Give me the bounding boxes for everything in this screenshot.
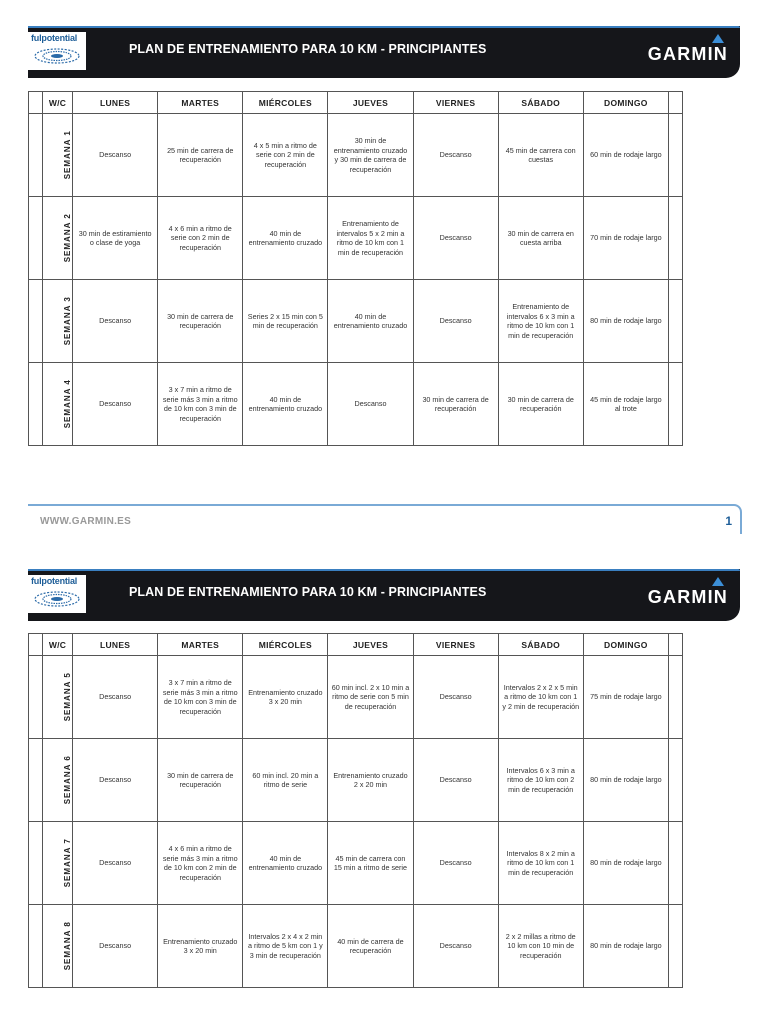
- workout-cell: Intervalos 8 x 2 min a ritmo de 10 km con 1 min de recuperación: [498, 822, 583, 905]
- column-header: MARTES: [158, 92, 243, 114]
- column-header: DOMINGO: [583, 634, 668, 656]
- workout-cell: 40 min de entrenamiento cruzado: [328, 280, 413, 363]
- column-header: JUEVES: [328, 92, 413, 114]
- week-label: SEMANA 2: [62, 213, 72, 263]
- workout-cell: Series 2 x 15 min con 5 min de recuperación: [243, 280, 328, 363]
- workout-cell: 60 min incl. 20 min a ritmo de serie: [243, 739, 328, 822]
- workout-cell: Entrenamiento cruzado 3 x 20 min: [158, 905, 243, 988]
- column-header: LUNES: [73, 634, 158, 656]
- week-label-cell: [43, 363, 73, 446]
- column-header: VIERNES: [413, 634, 498, 656]
- workout-cell: Entrenamiento cruzado 2 x 20 min: [328, 739, 413, 822]
- week-label: SEMANA 8: [62, 921, 72, 971]
- week-label-cell: [43, 280, 73, 363]
- workout-cell: 30 min de carrera de recuperación: [158, 739, 243, 822]
- workout-cell: Descanso: [73, 822, 158, 905]
- garmin-logo: GARMIN: [647, 587, 728, 607]
- week-label: SEMANA 4: [62, 379, 72, 429]
- logo-text: fulpotential: [31, 576, 78, 586]
- workout-cell: 80 min de rodaje largo: [583, 905, 668, 988]
- workout-cell: 4 x 6 min a ritmo de serie más 3 min a ritmo de 10 km con 2 min de recuperación: [158, 822, 243, 905]
- workout-cell: Descanso: [413, 822, 498, 905]
- week-label-cell: [43, 905, 73, 988]
- workout-cell: Descanso: [73, 905, 158, 988]
- workout-cell: 40 min de entrenamiento cruzado: [243, 822, 328, 905]
- column-header: MARTES: [158, 634, 243, 656]
- workout-cell: 3 x 7 min a ritmo de serie más 3 min a ritmo de 10 km con 3 min de recuperación: [158, 656, 243, 739]
- header-row: [29, 634, 683, 656]
- workout-cell: 40 min de carrera de recuperación: [328, 905, 413, 988]
- column-header: DOMINGO: [583, 92, 668, 114]
- spacer-cell: [668, 822, 682, 905]
- page-number: 1: [725, 514, 732, 528]
- column-header: SÁBADO: [498, 92, 583, 114]
- workout-cell: Descanso: [73, 656, 158, 739]
- spacer-cell: [668, 905, 682, 988]
- workout-cell: Descanso: [328, 363, 413, 446]
- workout-cell: Entrenamiento cruzado 3 x 20 min: [243, 656, 328, 739]
- workout-cell: 30 min de carrera de recuperación: [498, 363, 583, 446]
- workout-cell: Intervalos 2 x 4 x 2 min a ritmo de 5 km con 1 y 3 min de recuperación: [243, 905, 328, 988]
- workout-cell: Descanso: [413, 114, 498, 197]
- workout-cell: Descanso: [413, 656, 498, 739]
- workout-cell: 30 min de entrenamiento cruzado y 30 min de carrera de recuperación: [328, 114, 413, 197]
- workout-cell: 70 min de rodaje largo: [583, 197, 668, 280]
- swirl-icon: [32, 46, 82, 66]
- training-table-page-2: [28, 633, 683, 988]
- training-table-page-1: [28, 91, 683, 446]
- week-label-cell: [43, 656, 73, 739]
- page-footer: [28, 504, 742, 534]
- workout-cell: 4 x 5 min a ritmo de serie con 2 min de recuperación: [243, 114, 328, 197]
- spacer-cell: [668, 92, 682, 114]
- column-header: VIERNES: [413, 92, 498, 114]
- workout-cell: Descanso: [73, 739, 158, 822]
- week-label-cell: [43, 822, 73, 905]
- spacer-cell: [29, 363, 43, 446]
- column-header: SÁBADO: [498, 634, 583, 656]
- footer-url[interactable]: WWW.GARMIN.ES: [40, 516, 132, 527]
- spacer-cell: [29, 656, 43, 739]
- spacer-cell: [668, 634, 682, 656]
- week-label: SEMANA 6: [62, 755, 72, 805]
- column-header: W/C: [43, 634, 73, 656]
- spacer-cell: [29, 197, 43, 280]
- workout-cell: 2 x 2 millas a ritmo de 10 km con 10 min de recuperación: [498, 905, 583, 988]
- spacer-cell: [668, 280, 682, 363]
- workout-cell: 30 min de carrera de recuperación: [413, 363, 498, 446]
- workout-cell: 45 min de carrera con cuestas: [498, 114, 583, 197]
- workout-cell: 80 min de rodaje largo: [583, 822, 668, 905]
- spacer-cell: [29, 92, 43, 114]
- workout-cell: 30 min de estiramiento o clase de yoga: [73, 197, 158, 280]
- workout-cell: Intervalos 6 x 3 min a ritmo de 10 km con 2 min de recuperación: [498, 739, 583, 822]
- workout-cell: Descanso: [413, 197, 498, 280]
- workout-cell: 40 min de entrenamiento cruzado: [243, 197, 328, 280]
- workout-cell: Descanso: [413, 739, 498, 822]
- header-row: [29, 92, 683, 114]
- week-row: [29, 822, 683, 905]
- garmin-triangle-icon: [712, 577, 724, 586]
- week-row: [29, 197, 683, 280]
- workout-cell: 30 min de carrera en cuesta arriba: [498, 197, 583, 280]
- spacer-cell: [29, 739, 43, 822]
- workout-cell: 3 x 7 min a ritmo de serie más 3 min a ritmo de 10 km con 3 min de recuperación: [158, 363, 243, 446]
- workout-cell: 80 min de rodaje largo: [583, 739, 668, 822]
- spacer-cell: [29, 114, 43, 197]
- fulpotential-logo: [28, 575, 86, 613]
- workout-cell: 60 min incl. 2 x 10 min a ritmo de serie con 5 min de recuperación: [328, 656, 413, 739]
- page-header: [28, 26, 740, 78]
- week-label-cell: [43, 739, 73, 822]
- workout-cell: 4 x 6 min a ritmo de serie con 2 min de recuperación: [158, 197, 243, 280]
- column-header: MIÉRCOLES: [243, 92, 328, 114]
- week-label: SEMANA 1: [62, 130, 72, 180]
- garmin-logo: GARMIN: [647, 44, 728, 64]
- logo-text: fulpotential: [31, 33, 78, 43]
- week-label: SEMANA 7: [62, 838, 72, 888]
- workout-cell: Entrenamiento de intervalos 5 x 2 min a ritmo de 10 km con 1 min de recuperación: [328, 197, 413, 280]
- workout-cell: 45 min de carrera con 15 min a ritmo de serie: [328, 822, 413, 905]
- swirl-icon: [32, 589, 82, 609]
- spacer-cell: [668, 114, 682, 197]
- workout-cell: Intervalos 2 x 2 x 5 min a ritmo de 10 km con 1 y 2 min de recuperación: [498, 656, 583, 739]
- week-label-cell: [43, 114, 73, 197]
- spacer-cell: [29, 634, 43, 656]
- workout-cell: 30 min de carrera de recuperación: [158, 280, 243, 363]
- week-row: [29, 363, 683, 446]
- week-row: [29, 739, 683, 822]
- column-header: JUEVES: [328, 634, 413, 656]
- page-title: PLAN DE ENTRENAMIENTO PARA 10 KM - PRINCIPIANTES: [129, 585, 487, 599]
- spacer-cell: [29, 280, 43, 363]
- workout-cell: 60 min de rodaje largo: [583, 114, 668, 197]
- week-row: [29, 656, 683, 739]
- spacer-cell: [668, 197, 682, 280]
- week-row: [29, 114, 683, 197]
- fulpotential-logo: [28, 32, 86, 70]
- workout-cell: 80 min de rodaje largo: [583, 280, 668, 363]
- workout-cell: 40 min de entrenamiento cruzado: [243, 363, 328, 446]
- column-header: MIÉRCOLES: [243, 634, 328, 656]
- page-header-2: [28, 569, 740, 621]
- week-label: SEMANA 5: [62, 672, 72, 722]
- spacer-cell: [668, 656, 682, 739]
- week-row: [29, 905, 683, 988]
- column-header: LUNES: [73, 92, 158, 114]
- week-label: SEMANA 3: [62, 296, 72, 346]
- workout-cell: 25 min de carrera de recuperación: [158, 114, 243, 197]
- page-title: PLAN DE ENTRENAMIENTO PARA 10 KM - PRINCIPIANTES: [129, 42, 487, 56]
- workout-cell: Descanso: [413, 280, 498, 363]
- spacer-cell: [29, 822, 43, 905]
- spacer-cell: [668, 363, 682, 446]
- workout-cell: 45 min de rodaje largo al trote: [583, 363, 668, 446]
- workout-cell: Entrenamiento de intervalos 6 x 3 min a ritmo de 10 km con 1 min de recuperación: [498, 280, 583, 363]
- workout-cell: Descanso: [73, 114, 158, 197]
- workout-cell: Descanso: [73, 280, 158, 363]
- spacer-cell: [29, 905, 43, 988]
- spacer-cell: [668, 739, 682, 822]
- column-header: W/C: [43, 92, 73, 114]
- workout-cell: Descanso: [73, 363, 158, 446]
- workout-cell: Descanso: [413, 905, 498, 988]
- week-label-cell: [43, 197, 73, 280]
- workout-cell: 75 min de rodaje largo: [583, 656, 668, 739]
- garmin-triangle-icon: [712, 34, 724, 43]
- week-row: [29, 280, 683, 363]
